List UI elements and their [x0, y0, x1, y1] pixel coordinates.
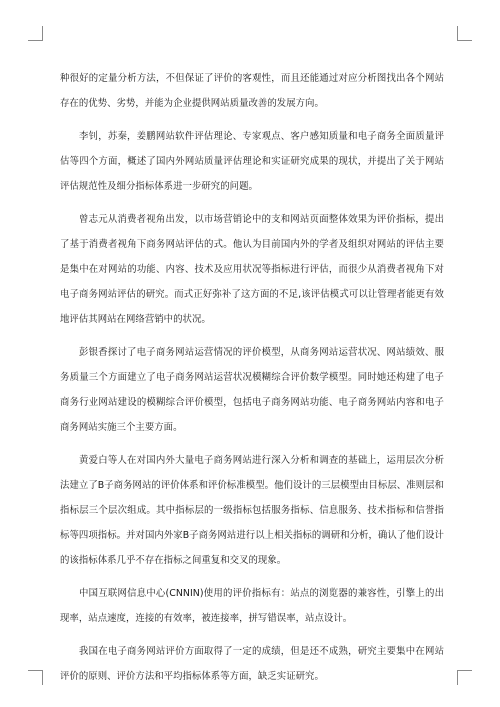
- paragraph-continued: 种很好的定量分析方法，不但保证了评价的客观性，而且还能通过对应分析图找出各个网站存在的优势、劣势，并能为企业提供网站质量改善的发展方向。: [60, 73, 444, 109]
- paragraph-huang-aibai: 黄爱白等人在对国内外大量电子商务网站进行深入分析和调查的基础上，运用层次分析法建立了B子商务网站的评价体系和评价标准模型。他们设计的三层模型由目标层、准则层和指标层三个层次组成。其中指标层的一级指标包括服务指标、信息服务、技术指标和信誉指标等四项指标。并对国内外家B子商务网站进行以上相关指标的调研和分析，确认了他们设计的该指标体系几乎不存在指标之间重复和交叉的现象。: [60, 455, 444, 566]
- crop-mark-bottom-left: [28, 670, 43, 685]
- paragraph-li-zhao: 李钊，苏秦，姜鹏网站软件评估理论、专家观点、客户感知质量和电子商务全面质量评估等四个方面，概述了国内外网站质量评估理论和实证研究成果的现状，并提出了关于网站评估规范性及细分指标体系进一步研究的问题。: [60, 131, 444, 192]
- document-body: [60, 66, 444, 697]
- paragraph-zeng-zhiyuan: 曾志元从消费者视角出发，以市场营销论中的支和网站页面整体效果为评价指标，提出了基于消费者视角下商务网站评估的式。他认为目前国内外的学者及组织对网站的评估主要是集中在对网站的功能、内容、技术及应用状况等指标进行评估，而很少从消费者视角下对电子商务网站评估的研究。而式正好弥补了这方面的不足,该评估模式可以让管理者能更有效地评估其网站在网络营销中的状况。: [60, 214, 444, 325]
- crop-mark-top-right: [457, 26, 472, 41]
- crop-mark-top-left: [28, 26, 43, 41]
- crop-mark-bottom-right: [457, 670, 472, 685]
- paragraph-peng-yinxiang: 彭银香探讨了电子商务网站运营情况的评价模型，从商务网站运营状况、网站绩效、服务质量三个方面建立了电子商务网站运营状况模糊综合评价数学模型。同时她还构建了电子商务行业网站建设的模糊综合评价模型，包括电子商务网站功能、电子商务网站内容和电子商务网站实施三个主要方面。: [60, 347, 444, 433]
- paragraph-conclusion: 我国在电子商务网站评价方面取得了一定的成绩，但是还不成熟，研究主要集中在网站评价的原则、评价方法和平均指标体系等方面，缺乏实证研究。: [60, 646, 444, 682]
- paragraph-cnnic: 中国互联网信息中心(CNNIN)使用的评价指标有：站点的浏览器的兼容性，引擎上的出现率，站点速度，连接的有效率，被连接率，拼写错误率，站点设计。: [60, 588, 444, 624]
